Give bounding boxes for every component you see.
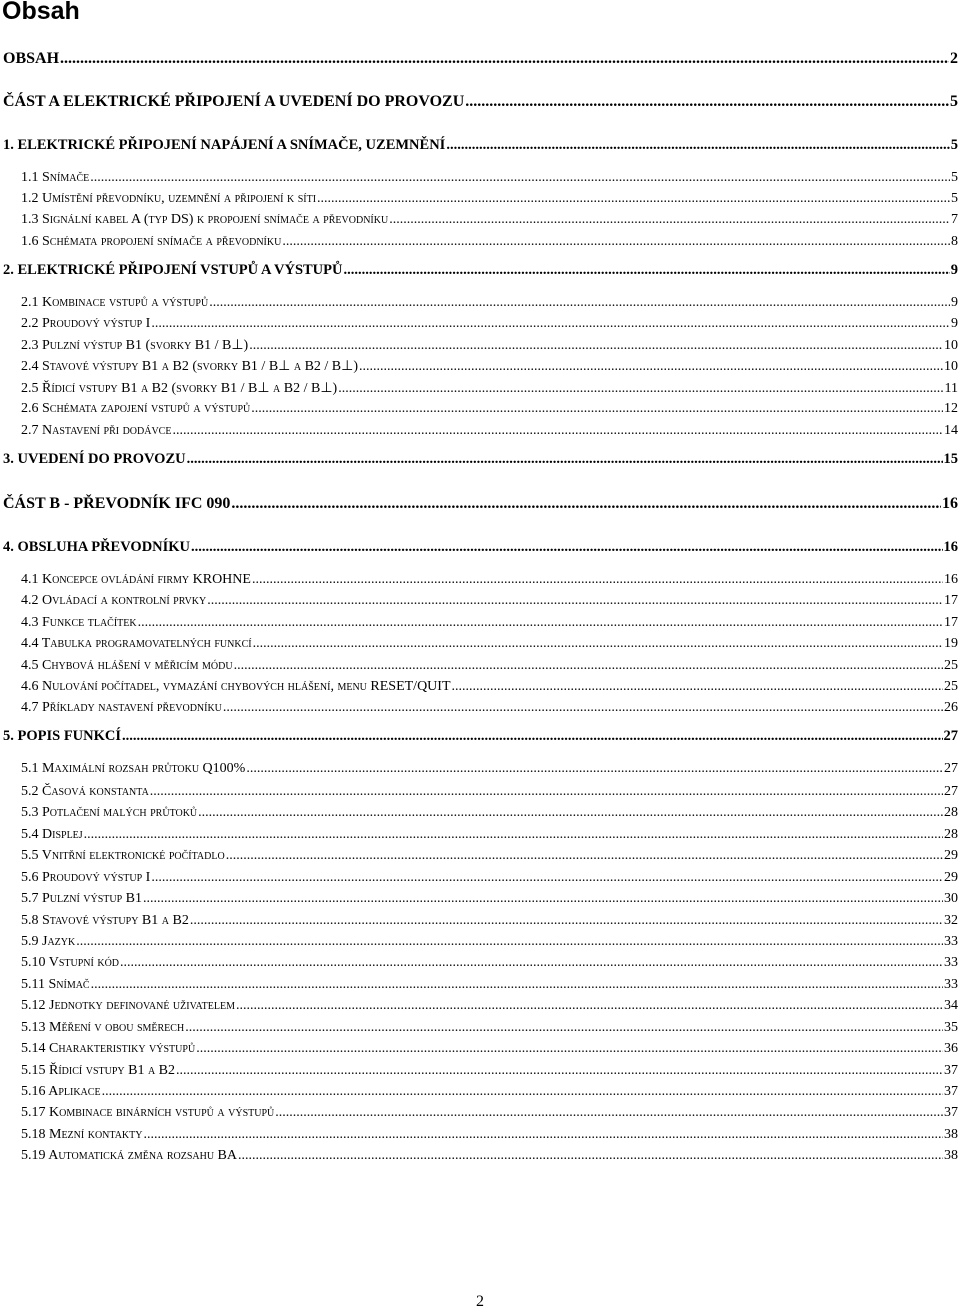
toc-entry-title: 2.6 Schémata zapojení vstupů a výstupů <box>21 401 251 416</box>
dot-leader <box>151 316 950 332</box>
toc-entry-page: 16 <box>942 495 958 512</box>
dot-leader <box>452 679 943 695</box>
dot-leader <box>238 1148 943 1164</box>
toc-entry-page: 33 <box>944 934 958 949</box>
toc-entry-page: 33 <box>944 977 958 992</box>
toc-entry[interactable] <box>3 728 958 745</box>
toc-entry-title: 5.3 Potlačení malých průtoků <box>21 805 198 820</box>
dot-leader <box>196 1041 943 1057</box>
toc-entry-title: 5.18 Mezní kontakty <box>21 1127 143 1142</box>
toc-entry-page: 12 <box>944 401 958 416</box>
toc-entry-page: 28 <box>944 805 958 820</box>
dot-leader <box>343 262 949 279</box>
toc-entry-title: 5.6 Proudový výstup I <box>21 870 151 885</box>
toc-entry[interactable] <box>21 1084 958 1100</box>
toc-entry[interactable] <box>3 262 958 279</box>
toc-entry-title: 1. ELEKTRICKÉ PŘIPOJENÍ NAPÁJENÍ A SNÍMAČE, UZEMNĚNÍ <box>3 137 446 153</box>
toc-entry-page: 16 <box>943 539 958 555</box>
toc-entry[interactable] <box>21 977 958 993</box>
toc-entry-page: 30 <box>944 891 958 906</box>
toc-entry-page: 29 <box>944 848 958 863</box>
toc-entry[interactable] <box>21 805 958 821</box>
toc-entry-page: 35 <box>944 1020 958 1035</box>
toc-entry[interactable] <box>21 913 958 929</box>
dot-leader <box>143 1127 943 1143</box>
dot-leader <box>234 658 943 674</box>
toc-entry[interactable] <box>21 401 958 417</box>
toc-entry-page: 10 <box>944 338 958 353</box>
toc-entry-title: 2.3 Pulzní výstup B1 (svorky B1 / B⊥) <box>21 338 249 353</box>
toc-entry-page: 5 <box>950 137 958 153</box>
toc-entry-page: 27 <box>944 761 958 776</box>
toc-entry-title: 5.11 Snímač <box>21 977 90 992</box>
toc-entry[interactable] <box>21 1148 958 1164</box>
toc-entry-title: 5.17 Kombinace binárních vstupů a výstupů <box>21 1105 275 1120</box>
toc-entry-page: 26 <box>944 700 958 715</box>
dot-leader <box>223 700 943 716</box>
toc-entry-title: 5.4 Displej <box>21 827 83 842</box>
toc-entry-title: 5.5 Vnitřní elektronické počítadlo <box>21 848 225 863</box>
toc-entry[interactable] <box>21 423 958 439</box>
toc-entry-page: 9 <box>950 262 958 278</box>
dot-leader <box>138 615 943 631</box>
toc-entry[interactable] <box>3 495 958 513</box>
toc-entry[interactable] <box>3 137 958 154</box>
dot-leader <box>249 338 943 354</box>
dot-leader <box>251 401 943 417</box>
toc-entry[interactable] <box>21 870 958 886</box>
toc-entry-title: 4. OBSLUHA PŘEVODNÍKU <box>3 539 191 555</box>
dot-leader <box>84 827 943 843</box>
toc-entry[interactable] <box>21 700 958 716</box>
toc-entry[interactable] <box>3 451 958 468</box>
dot-leader <box>191 539 942 556</box>
toc-entry[interactable] <box>21 827 958 843</box>
toc-entry[interactable] <box>21 934 958 950</box>
toc-entry[interactable] <box>21 234 958 250</box>
toc-entry-title: 5.14 Charakteristiky výstupů <box>21 1041 196 1056</box>
toc-entry[interactable] <box>21 658 958 674</box>
toc-entry[interactable] <box>3 93 958 111</box>
dot-leader <box>338 381 943 397</box>
dot-leader <box>465 93 949 111</box>
toc-entry-page: 37 <box>944 1063 958 1078</box>
toc-entry[interactable] <box>21 636 958 652</box>
dot-leader <box>172 423 943 439</box>
toc-entry-title: 5.8 Stavové výstupy B1 a B2 <box>21 913 189 928</box>
toc-entry-title: 5. POPIS FUNKCÍ <box>3 728 122 744</box>
toc-entry[interactable] <box>21 848 958 864</box>
dot-leader <box>185 1020 943 1036</box>
toc-entry-title: 1.6 Schémata propojení snímače a převodníku <box>21 234 282 249</box>
dot-leader <box>90 170 950 186</box>
toc-entry-page: 36 <box>944 1041 958 1056</box>
toc-entry-page: 17 <box>944 615 958 630</box>
dot-leader <box>359 359 943 375</box>
toc-entry-page: 10 <box>944 359 958 374</box>
dot-leader <box>246 761 943 777</box>
toc-entry[interactable] <box>21 679 958 695</box>
toc-entry[interactable] <box>21 1063 958 1079</box>
toc-entry-page: 27 <box>943 728 958 744</box>
dot-leader <box>151 870 943 886</box>
toc-entry-page: 38 <box>944 1148 958 1163</box>
page-title: Obsah <box>2 0 80 25</box>
toc-entry-page: 17 <box>944 593 958 608</box>
dot-leader <box>253 636 943 652</box>
toc-entry-title: 2.5 Řídicí vstupy B1 a B2 (svorky B1 / B⊥ a B2 / B⊥) <box>21 381 338 396</box>
toc-entry-title: ČÁST B - PŘEVODNÍK IFC 090 <box>3 495 231 512</box>
toc-entry-page: 37 <box>944 1084 958 1099</box>
dot-leader <box>190 913 943 929</box>
toc-entry[interactable] <box>21 295 958 311</box>
toc-entry[interactable] <box>3 539 958 556</box>
toc-entry[interactable] <box>21 358 958 375</box>
toc-entry[interactable] <box>21 380 958 397</box>
dot-leader <box>143 891 943 907</box>
toc-entry-title: 2.7 Nastavení při dodávce <box>21 423 172 438</box>
toc-entry[interactable] <box>21 337 958 354</box>
toc-entry-page: 9 <box>951 295 958 310</box>
toc-entry-title: 5.2 Časová konstanta <box>21 784 149 799</box>
dot-leader <box>102 1084 943 1100</box>
toc-entry-title: 5.9 Jazyk <box>21 934 76 949</box>
toc-entry-title: 4.6 Nulování počítadel, vymazání chybových hlášení, menu RESET/QUIT <box>21 679 451 694</box>
dot-leader <box>120 955 943 971</box>
dot-leader <box>282 234 950 250</box>
toc-entry[interactable] <box>21 761 958 777</box>
toc-entry-title: 1.1 Snímače <box>21 170 90 185</box>
toc-entry[interactable] <box>21 212 958 228</box>
dot-leader <box>150 784 943 800</box>
dot-leader <box>76 934 943 950</box>
toc-entry-title: 5.1 Maximální rozsah průtoku Q100% <box>21 761 246 776</box>
toc-entry[interactable] <box>3 50 958 68</box>
toc-entry-title: OBSAH <box>3 50 60 67</box>
toc-entry[interactable] <box>21 170 958 186</box>
toc-entry-title: 5.7 Pulzní výstup B1 <box>21 891 143 906</box>
toc-entry-title: 1.2 Umístění převodníku, uzemnění a připojení k síti <box>21 191 317 206</box>
dot-leader <box>226 848 943 864</box>
dot-leader <box>275 1105 943 1121</box>
toc-entry-title: 4.7 Příklady nastavení převodníku <box>21 700 222 715</box>
toc-entry-title: 4.2 Ovládací a kontrolní prvky <box>21 593 207 608</box>
toc-entry[interactable] <box>21 615 958 631</box>
toc-entry-page: 29 <box>944 870 958 885</box>
toc-entry-title: 3. UVEDENÍ DO PROVOZU <box>3 451 186 467</box>
toc-entry-title: 5.19 Automatická změna rozsahu BA <box>21 1148 237 1163</box>
dot-leader <box>252 572 943 588</box>
dot-leader <box>122 728 942 745</box>
toc-entry-title: 4.1 Koncepce ovládání firmy KROHNE <box>21 572 251 587</box>
toc-entry-title: 5.12 Jednotky definované uživatelem <box>21 998 235 1013</box>
toc-entry-title: 1.3 Signální kabel A (typ DS) k propojení snímače a převodníku <box>21 212 389 227</box>
dot-leader <box>176 1063 943 1079</box>
toc-entry-title: 5.10 Vstupní kód <box>21 955 120 970</box>
dot-leader <box>60 50 949 68</box>
toc-entry-page: 37 <box>944 1105 958 1120</box>
toc-entry-title: 2.4 Stavové výstupy B1 a B2 (svorky B1 / B⊥ a B2 / B⊥) <box>21 359 359 374</box>
toc-entry-page: 25 <box>944 658 958 673</box>
dot-leader <box>198 805 943 821</box>
toc-entry-page: 5 <box>951 170 958 185</box>
page-number: 2 <box>476 1293 484 1310</box>
dot-leader <box>91 977 943 993</box>
toc-entry[interactable] <box>21 316 958 332</box>
toc-entry-title: 4.3 Funkce tlačítek <box>21 615 137 630</box>
dot-leader <box>231 495 941 513</box>
toc-entry-title: 5.15 Řídicí vstupy B1 a B2 <box>21 1063 176 1078</box>
toc-entry-page: 7 <box>951 212 958 227</box>
dot-leader <box>209 295 950 311</box>
toc-entry-page: 2 <box>950 50 958 67</box>
toc-entry[interactable] <box>21 191 958 207</box>
toc-entry[interactable] <box>21 891 958 907</box>
toc-entry-title: ČÁST A ELEKTRICKÉ PŘIPOJENÍ A UVEDENÍ DO PROVOZU <box>3 93 465 110</box>
toc-entry-page: 25 <box>944 679 958 694</box>
toc-entry-page: 15 <box>943 451 958 467</box>
dot-leader <box>389 212 950 228</box>
toc-entry[interactable] <box>21 998 958 1014</box>
toc-entry-page: 38 <box>944 1127 958 1142</box>
toc-entry-page: 33 <box>944 955 958 970</box>
toc-entry-page: 5 <box>950 93 958 110</box>
toc-entry[interactable] <box>21 1105 958 1121</box>
toc-entry[interactable] <box>21 1020 958 1036</box>
toc-entry-title: 5.13 Měření v obou směrech <box>21 1020 185 1035</box>
toc-entry-page: 19 <box>944 636 958 651</box>
dot-leader <box>236 998 943 1014</box>
toc-entry-page: 14 <box>944 423 958 438</box>
dot-leader <box>446 137 949 154</box>
dot-leader <box>317 191 950 207</box>
toc-entry[interactable] <box>21 593 958 609</box>
toc-entry-title: 4.5 Chybová hlášení v měřicím módu <box>21 658 233 673</box>
toc-entry-title: 2. ELEKTRICKÉ PŘIPOJENÍ VSTUPŮ A VÝSTUPŮ <box>3 262 343 278</box>
toc-entry-page: 8 <box>951 234 958 249</box>
toc-entry-page: 34 <box>944 998 958 1013</box>
toc-entry-page: 28 <box>944 827 958 842</box>
dot-leader <box>187 451 943 468</box>
toc-entry-page: 5 <box>951 191 958 206</box>
toc-entry-title: 5.16 Aplikace <box>21 1084 101 1099</box>
toc-entry-page: 16 <box>944 572 958 587</box>
toc-entry[interactable] <box>21 1041 958 1057</box>
toc-entry[interactable] <box>21 1127 958 1143</box>
toc-entry-page: 32 <box>944 913 958 928</box>
toc-entry-title: 2.2 Proudový výstup I <box>21 316 151 331</box>
toc-entry-title: 4.4 Tabulka programovatelných funkcí <box>21 636 252 651</box>
dot-leader <box>207 593 943 609</box>
toc-entry[interactable] <box>21 955 958 971</box>
toc-entry-page: 9 <box>951 316 958 331</box>
toc-entry[interactable] <box>21 784 958 800</box>
toc-entry-title: 2.1 Kombinace vstupů a výstupů <box>21 295 209 310</box>
toc-entry-page: 11 <box>944 381 958 396</box>
toc-entry-page: 27 <box>944 784 958 799</box>
toc-entry[interactable] <box>21 572 958 588</box>
